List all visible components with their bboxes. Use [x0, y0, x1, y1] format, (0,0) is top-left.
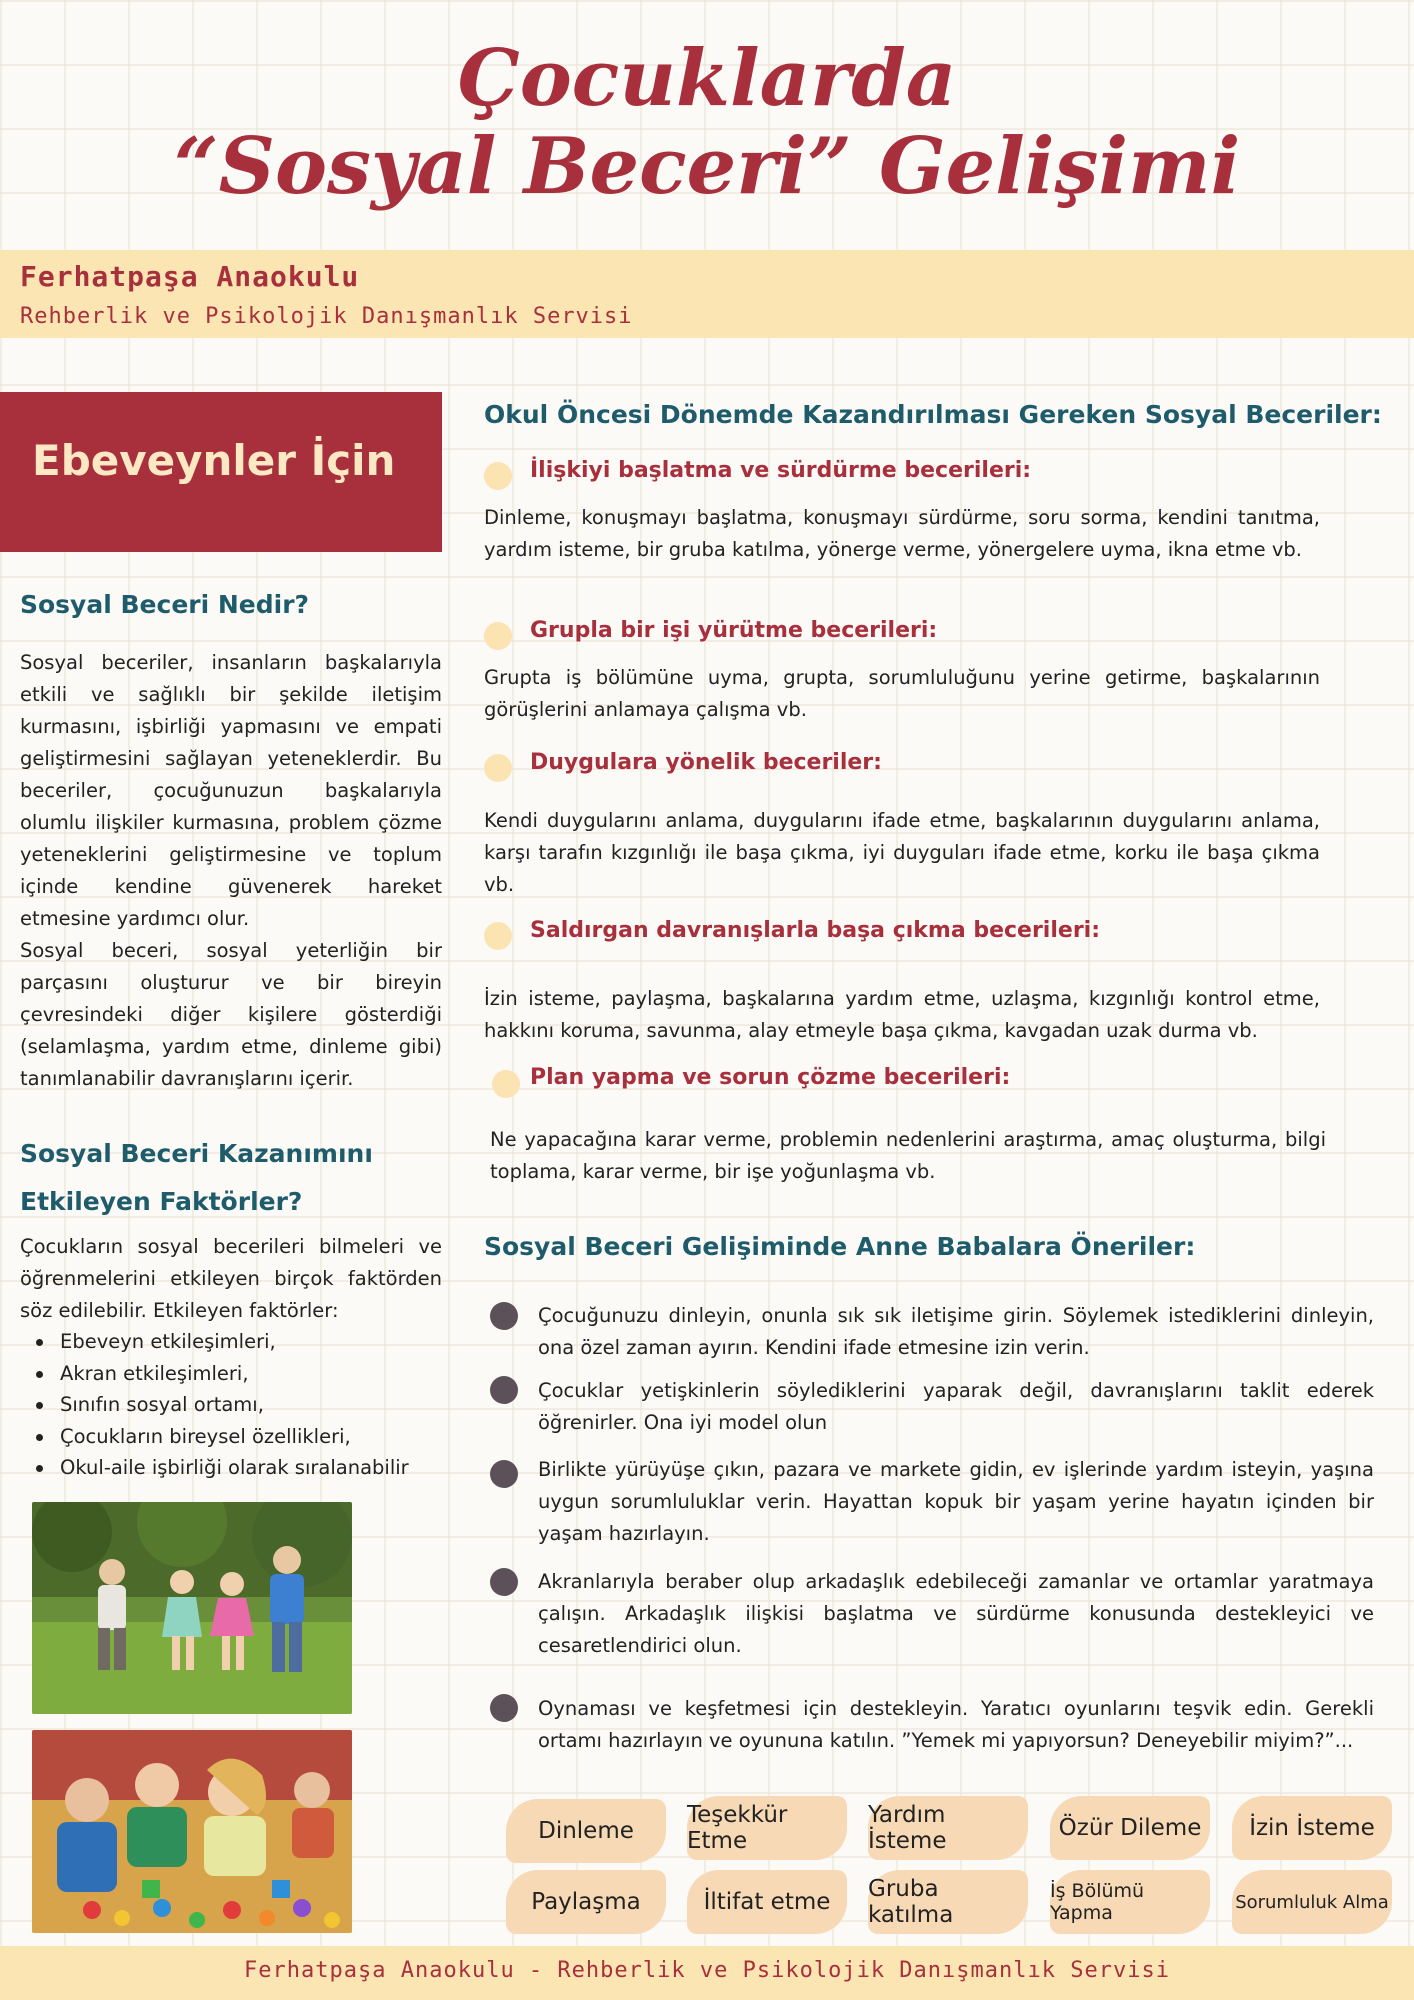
factors-heading-line-1: Sosyal Beceri Kazanımını	[20, 1139, 373, 1168]
skill-pill: Yardım İsteme	[868, 1796, 1028, 1860]
advice-item: Çocuklar yetişkinlerin söylediklerini yaparak değil, davranışlarını taklit ederek öğrenirler. Ona iyi model olun	[538, 1379, 1374, 1434]
factors-text: Çocukların sosyal becerileri bilmeleri ve öğrenmelerini etkileyen birçok faktörden söz edilebilir. Etkileyen faktörler:	[20, 1235, 442, 1322]
skill-title: İlişkiyi başlatma ve sürdürme becerileri:	[530, 458, 1032, 483]
skill-title: Grupla bir işi yürütme becerileri:	[530, 618, 938, 643]
list-item: Okul-aile işbirliği olarak sıralanabilir	[60, 1452, 480, 1484]
skill-pill: Sorumluluk Alma	[1232, 1870, 1392, 1934]
skill-pill: Teşekkür Etme	[687, 1796, 847, 1860]
skill-pill: Paylaşma	[506, 1870, 666, 1934]
what-text	[20, 647, 442, 1095]
kids-toys-photo	[32, 1730, 352, 1933]
list-item: Akran etkileşimleri,	[60, 1358, 480, 1390]
advice-item: Akranlarıyla beraber olup arkadaşlık edebileceği zamanlar ve ortamlar yaratmaya çalışın. Arkadaşlık ilişkisi başlatma ve sürdürme konusunda destekleyici ve cesaretlendirici olun.	[538, 1570, 1374, 1657]
skill-pill: Dinleme	[506, 1799, 666, 1863]
advice-item: Birlikte yürüyüşe çıkın, pazara ve markete gidin, ev işlerinde yardım isteyin, yaşına uygun sorumluluklar verin. Hayattan kopuk bir yaşam yerine hayatın içinden bir yaşam hazırlayın.	[538, 1458, 1374, 1545]
grey-bullet-icon	[490, 1460, 518, 1488]
skill-text: Dinleme, konuşmayı başlatma, konuşmayı sürdürme, soru sorma, kendini tanıtma, yardım isteme, bir gruba katılma, yönerge verme, yönergelere uyma, ikna etme vb.	[484, 506, 1320, 561]
skill-text: Grupta iş bölümüne uyma, grupta, sorumluluğunu yerine getirme, başkalarının görüşlerini anlamaya çalışma vb.	[484, 666, 1320, 721]
page-title	[0, 33, 1414, 212]
yellow-bullet-icon	[492, 1070, 520, 1098]
advice-item: Oynaması ve keşfetmesi için destekleyin. Yaratıcı oyunlarını teşvik edin. Gerekli ortamı hazırlayın ve oyununa katılın. ”Yemek mi yapıyorsun? Deneyebilir miyim?”...	[538, 1697, 1374, 1752]
skill-title: Plan yapma ve sorun çözme becerileri:	[530, 1065, 1011, 1090]
list-item: Ebeveyn etkileşimleri,	[60, 1326, 480, 1358]
advice-heading: Sosyal Beceri Gelişiminde Anne Babalara Öneriler:	[484, 1232, 1196, 1261]
service-name: Rehberlik ve Psikolojik Danışmanlık Servisi	[20, 304, 633, 329]
skill-pill: Gruba katılma	[868, 1870, 1028, 1934]
factors-heading-line-2: Etkileyen Faktörler?	[20, 1187, 303, 1216]
parents-banner	[0, 392, 442, 552]
skills-heading: Okul Öncesi Dönemde Kazandırılması Gereken Sosyal Beceriler:	[484, 400, 1382, 429]
factors-list	[60, 1326, 480, 1484]
skill-pill: İltifat etme	[687, 1870, 847, 1934]
skill-text: Ne yapacağına karar verme, problemin nedenlerini araştırma, amaç oluşturma, bilgi toplama, karar verme, bir işe yoğunlaşma vb.	[490, 1128, 1326, 1183]
yellow-bullet-icon	[484, 922, 512, 950]
footer	[0, 1946, 1414, 2000]
skill-title: Saldırgan davranışlarla başa çıkma becerileri:	[530, 918, 1101, 943]
yellow-bullet-icon	[484, 622, 512, 650]
skill-title: Duygulara yönelik beceriler:	[530, 750, 882, 775]
footer-text: Ferhatpaşa Anaokulu - Rehberlik ve Psikolojik Danışmanlık Servisi	[244, 1958, 1170, 1983]
skill-text: İzin isteme, paylaşma, başkalarına yardım etme, uzlaşma, kızgınlığı kontrol etme, hakkını koruma, savunma, alay etmeyle başa çıkma, kavgadan uzak durma vb.	[484, 987, 1320, 1042]
grey-bullet-icon	[490, 1302, 518, 1330]
factors-heading	[20, 1130, 373, 1226]
parents-label: Ebeveynler İçin	[32, 436, 396, 485]
what-paragraph-1: Sosyal beceriler, insanların başkalarıyla etkili ve sağlıklı bir şekilde iletişim kurmasını, işbirliği yapmasını ve empati geliştirmesini sağlayan yeteneklerdir. Bu beceriler, çocuğunuzun başkalarıyla olumlu ilişkiler kurmasına, problem çözme yeteneklerini geliştirmesine ve toplum içinde kendine güvenerek hareket etmesine yardımcı olur.	[20, 651, 442, 930]
skill-text: Kendi duygularını anlama, duygularını ifade etme, başkalarının duygularını anlama, karşı tarafın kızgınlığı ile başa çıkma, iyi duyguları ifade etme, korku ile başa çıkma vb.	[484, 809, 1320, 896]
title-line-1: Çocuklarda	[457, 33, 957, 124]
school-name: Ferhatpaşa Anaokulu	[20, 260, 360, 293]
what-paragraph-2: Sosyal beceri, sosyal yeterliğin bir parçasını oluşturur ve bir bireyin çevresindeki diğer kişilere gösterdiği (selamlaşma, yardım etme, dinleme gibi) tanımlanabilir davranışlarını içerir.	[20, 939, 442, 1090]
grey-bullet-icon	[490, 1376, 518, 1404]
grey-bullet-icon	[490, 1694, 518, 1722]
title-line-2: “Sosyal Beceri” Gelişimi	[173, 121, 1241, 212]
skill-pill: İş Bölümü Yapma	[1050, 1870, 1210, 1934]
yellow-bullet-icon	[484, 754, 512, 782]
list-item: Çocukların bireysel özellikleri,	[60, 1421, 480, 1453]
kids-playing-photo	[32, 1502, 352, 1714]
what-heading: Sosyal Beceri Nedir?	[20, 590, 310, 619]
skill-pill: Özür Dileme	[1050, 1796, 1210, 1860]
list-item: Sınıfın sosyal ortamı,	[60, 1389, 480, 1421]
skill-pill: İzin İsteme	[1232, 1796, 1392, 1860]
grey-bullet-icon	[490, 1568, 518, 1596]
advice-item: Çocuğunuzu dinleyin, onunla sık sık iletişime girin. Söylemek istediklerini dinleyin, ona özel zaman ayırın. Kendini ifade etmesine izin verin.	[538, 1304, 1374, 1359]
yellow-bullet-icon	[484, 462, 512, 490]
school-band	[0, 250, 1414, 338]
